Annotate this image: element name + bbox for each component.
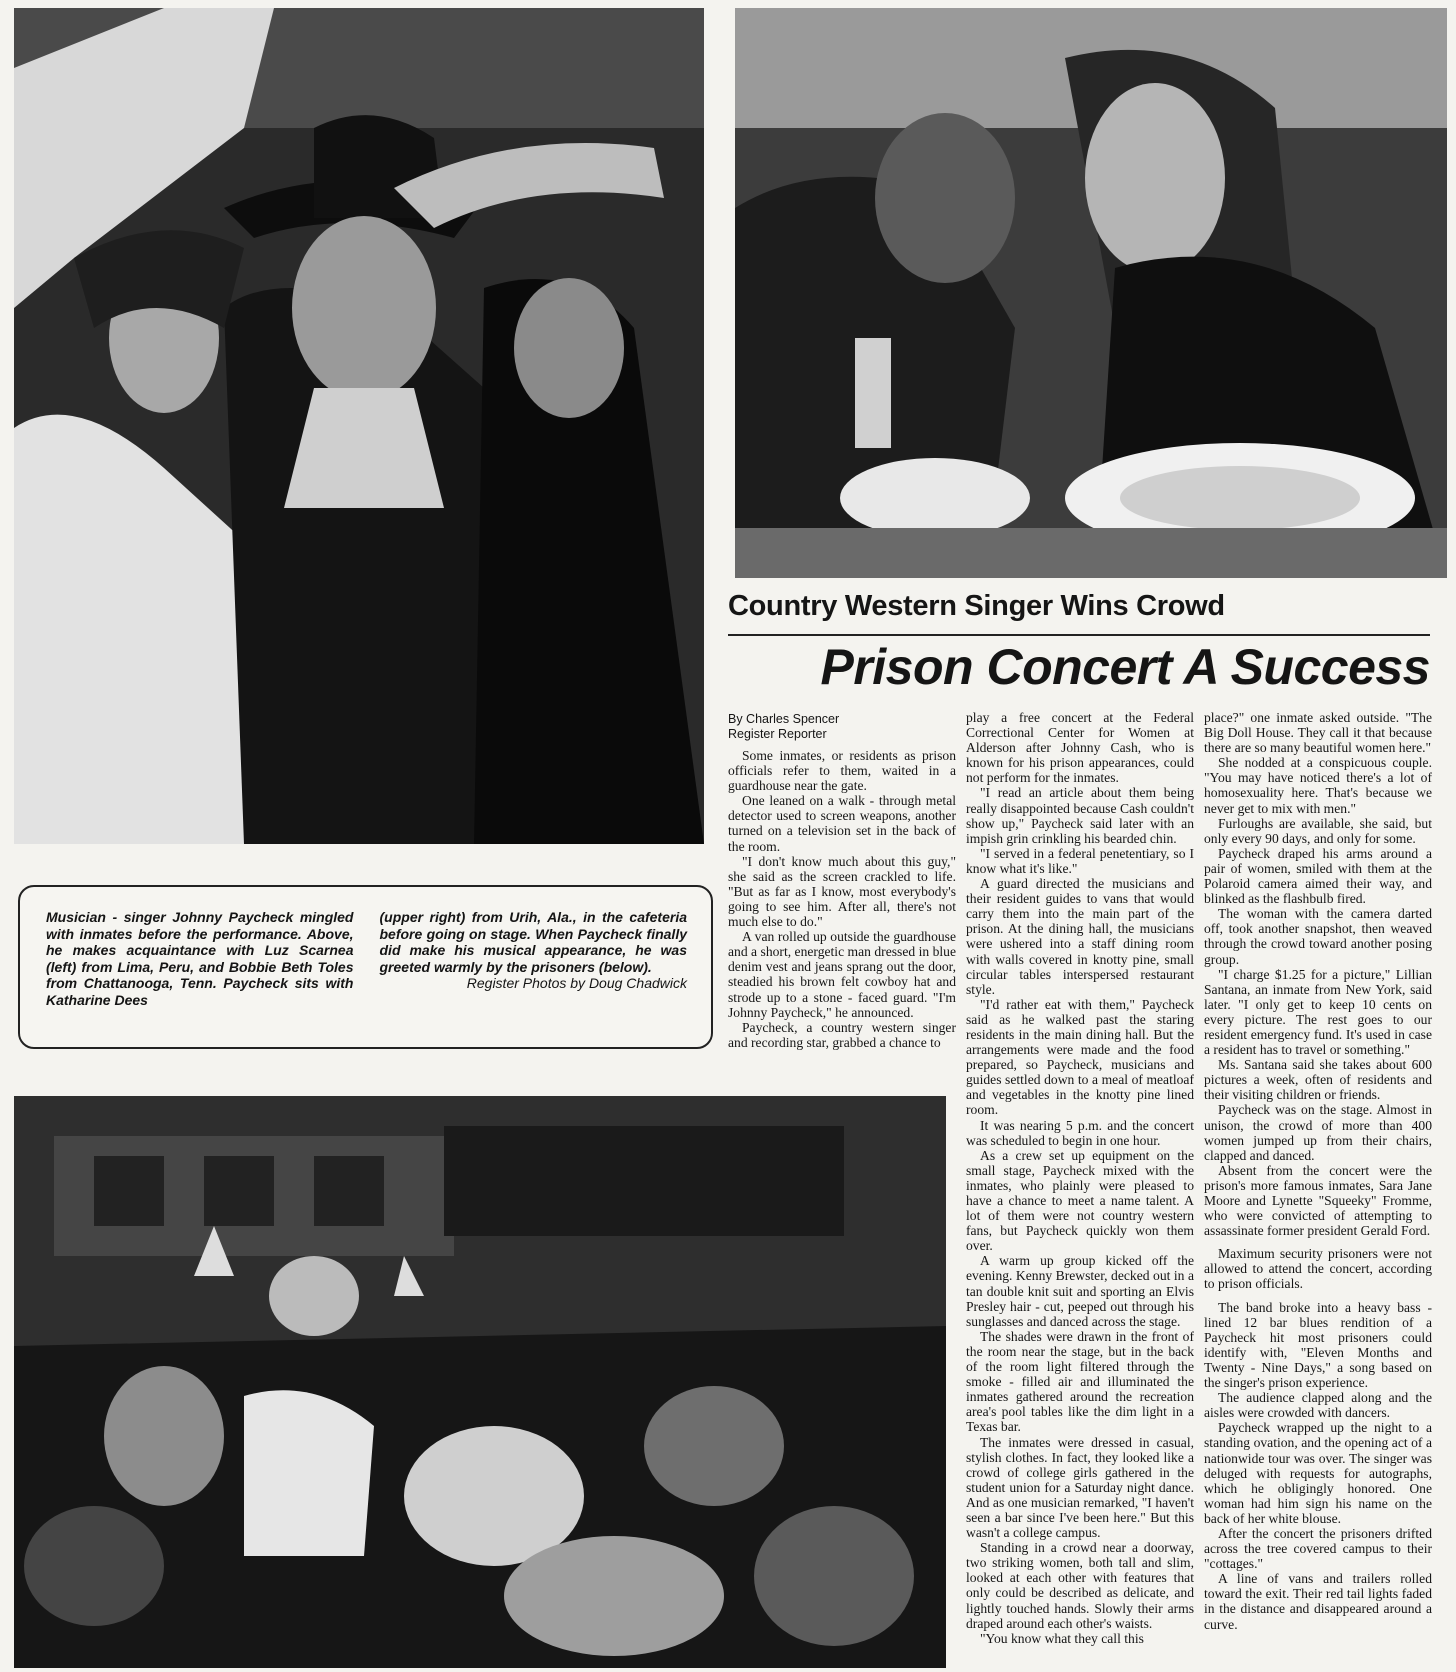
paragraph: The inmates were dressed in casual, stylish clothes. In fact, they looked like a crowd of college girls gathered in the student union for a Saturday night dance. And as one musician remarked, "I haven't seen a bar since I've been here." But this wasn't a college campus. <box>966 1434 1194 1541</box>
paragraph: A warm up group kicked off the evening. Kenny Brewster, decked out in a tan double knit suit and sporting an Elvis Presley hair - cut, peeped out through his sunglasses and danced across the stage. <box>966 1253 1194 1329</box>
paragraph: A van rolled up outside the guardhouse and a short, energetic man dressed in blue denim vest and jeans sprang out the door, steadied his brown felt cowboy hat and strode up to a stone - faced guard. "I'm Johnny Paycheck," he announced. <box>728 929 956 1020</box>
byline-title: Register Reporter <box>728 727 827 741</box>
article-column-1 <box>728 712 956 1072</box>
byline <box>728 712 956 742</box>
caption-right: (upper right) from Urih, Ala., in the cafeteria before going on stage. When Paycheck finally did make his musical appearance, he was greeted warmly by the prisoners (below). <box>379 909 687 975</box>
paragraph: The woman with the camera darted off, took another snapshot, then weaved through the crowd toward another posing group. <box>1204 906 1432 967</box>
paragraph: "You know what they call this <box>980 1630 1144 1646</box>
photo-credit: Register Photos by Doug Chadwick <box>466 975 687 992</box>
paragraph: place?" one inmate asked outside. "The Big Doll House. They call it that because there are so many beautiful women here." <box>1204 710 1432 756</box>
paragraph: As a crew set up equipment on the small stage, Paycheck mixed with the inmates, who plainly were pleased to have a chance to meet a name talent. A lot of them were not country western fans, but Paycheck quickly won them over. <box>966 1147 1194 1254</box>
paragraph: Absent from the concert were the prison's more famous inmates, Sara Jane Moore and Lynette "Squeeky" Fromme, who were convicted of attempting to assassinate former president Gerald Ford. <box>1204 1162 1432 1239</box>
article-kicker: Country Western Singer Wins Crowd <box>728 590 1225 622</box>
paragraph: Some inmates, or residents as prison officials refer to them, waited in a guardhouse near the gate. <box>728 748 956 794</box>
paragraph: Paycheck was on the stage. Almost in unison, the crowd of more than 400 women jumped up from their chairs, clapped and danced. <box>1204 1102 1432 1163</box>
paragraph: The shades were drawn in the front of the room near the stage, but in the back of the room light filtered through the smoke - filled air and illuminated the inmates gathered around the recreation area's pool tables like the dim light in a Texas bar. <box>966 1328 1194 1435</box>
paragraph: "I'd rather eat with them," Paycheck said as he walked past the staring residents in the main dining hall. But the arrangements were made and the food prepared, so Paycheck, musicians and guides settled down to a meal of meatloaf and vegetables in the knotty pine lined room. <box>966 996 1194 1118</box>
paragraph: A line of vans and trailers rolled toward the exit. Their red tail lights faded in the distance and disappeared around a curve. <box>1204 1571 1432 1632</box>
paragraph: "I don't know much about this guy," she said as the screen crackled to life. "But as far as I know, most everybody's going to see him. After all, there's not much else to do." <box>728 853 956 930</box>
caption-right-col <box>380 909 688 1009</box>
headline-rule <box>728 634 1430 636</box>
paragraph: play a free concert at the Federal Correctional Center for Women at Alderson after Johnny Cash, who is known for his prison appearances, could not perform for the inmates. <box>966 710 1194 786</box>
paragraph: Paycheck wrapped up the night to a standing ovation, and the opening act of a nationwide tour was over. The singer was deluged with requests for autographs, which he obligingly honored. One woman had him sign his name on the back of her white blouse. <box>1204 1420 1432 1526</box>
article-headline: Prison Concert A Success <box>820 639 1430 695</box>
paragraph: Paycheck, a country western singer and recording star, grabbed a chance to <box>728 1019 956 1050</box>
paragraph: Maximum security prisoners were not allowed to attend the concert, according to prison officials. <box>1204 1246 1432 1292</box>
paragraph: Furloughs are available, she said, but only every 90 days, and only for some. <box>1204 815 1432 846</box>
paragraph: It was nearing 5 p.m. and the concert was scheduled to begin in one hour. <box>966 1117 1194 1148</box>
photo-singer-with-inmates <box>14 8 704 844</box>
paragraph: "I charge $1.25 for a picture," Lillian Santana, an inmate from New York, said later. "I only get to keep 10 cents on every picture. The rest goes to our resident emergency fund. It's used in case a resident has to travel or something." <box>1204 966 1432 1058</box>
paragraph: A guard directed the musicians and their resident guides to vans that would carry them into the main part of the prison. At the dining hall, the musicians were ushered into a staff dining room with walls covered in knotty pine, small circular tables interspersed restaurant style. <box>966 876 1194 997</box>
article-column-2 <box>966 710 1194 1668</box>
paragraph: "I read an article about them being really disappointed because Cash couldn't show up," Paycheck said later with an impish grin crinkling his bearded chin. <box>966 785 1194 846</box>
paragraph: One leaned on a walk - through metal detector used to screen weapons, another turned on a television set in the back of the room. <box>728 793 956 854</box>
paragraph: After the concert the prisoners drifted across the tree covered campus to their "cottages." <box>1204 1525 1432 1572</box>
article-column-3 <box>1204 710 1432 1668</box>
paragraph: Ms. Santana said she takes about 600 pictures a week, often of residents and their visiting children or friends. <box>1204 1057 1432 1103</box>
caption-left: Musician - singer Johnny Paycheck mingled with inmates before the performance. Above, he makes acquaintance with Luz Scarnea (left) from Lima, Peru, and Bobbie Beth Toles from Chattanooga, Tenn. Paycheck sits with Katharine Dees <box>46 909 354 1008</box>
paragraph: Paycheck draped his arms around a pair of women, smiled with them at the Polaroid camera aimed their way, and blinked as the flashbulb fired. <box>1204 845 1432 907</box>
byline-name: By Charles Spencer <box>728 712 840 726</box>
paragraph: She nodded at a conspicuous couple. "You may have noticed there's a lot of homosexuality here. That's because we never get to mix with men." <box>1204 755 1432 816</box>
paragraph: Standing in a crowd near a doorway, two striking women, both tall and slim, looked at each other with features that only could be described as delicate, and lightly touched hands. Slowly their arms draped around each other's waists. <box>966 1540 1194 1631</box>
paragraph: The band broke into a heavy bass - lined 12 bar blues rendition of a Paycheck hit most prisoners could identify with, "Eleven Months and Twenty - Nine Days," a song based on the singer's prison experience. <box>1204 1299 1432 1391</box>
paragraph: The audience clapped along and the aisles were crowded with dancers. <box>1204 1390 1432 1421</box>
paragraph: "I served in a federal penetentiary, so I know what it's like." <box>966 845 1194 876</box>
photo-caption-box <box>18 885 713 1049</box>
photo-concert-crowd <box>14 1096 946 1668</box>
photo-cafeteria <box>735 8 1447 578</box>
